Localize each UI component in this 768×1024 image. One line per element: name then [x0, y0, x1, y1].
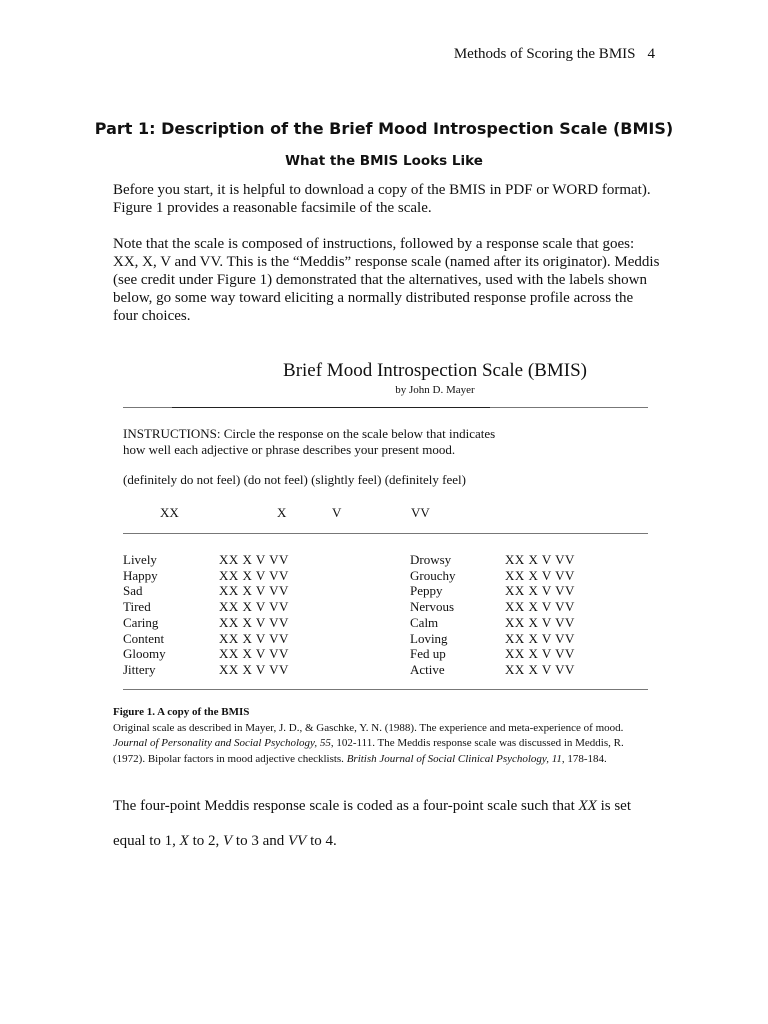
caption-text: , 178-184.: [561, 752, 607, 765]
instructions-line-2: how well each adjective or phrase describes your present mood.: [123, 442, 456, 457]
instructions-line-1: INSTRUCTIONS: Circle the response on the scale below that indicates: [123, 426, 496, 441]
adjective: Lively: [123, 552, 157, 567]
paragraph-coding-cont: [113, 833, 661, 850]
adjective: Caring: [123, 614, 159, 630]
adjective: Fed up: [410, 646, 446, 662]
adjective: Gloomy: [123, 646, 166, 662]
response-options: XX X V VV: [505, 661, 575, 677]
right-adjective-list: [410, 552, 456, 678]
response-options: XX X V VV: [505, 583, 575, 599]
code-term: XX: [578, 798, 597, 814]
response-options: XX X V VV: [505, 646, 575, 662]
caption-text: , 102-111. The Meddis response scale was discussed in Meddis, R.: [330, 737, 624, 749]
figure-bottom-rule: [123, 689, 648, 690]
figure-top-rule-thick: [172, 407, 490, 408]
adjective: Active: [410, 661, 445, 677]
adjective: Sad: [123, 583, 143, 599]
adjective: Loving: [410, 630, 448, 646]
scale-key-x: X: [277, 505, 287, 520]
caption-line: [113, 752, 661, 768]
bmis-figure: [120, 355, 655, 695]
caption-line: [113, 736, 661, 752]
adjective: Content: [123, 630, 165, 646]
caption-text: Original scale as described in Mayer, J. D., & Gaschke, Y. N. (1988). The experience and meta-experience of mood.: [113, 721, 624, 734]
right-response-list: [505, 552, 575, 678]
journal-name: British Journal of Social Clinical Psychology, 11: [346, 752, 562, 765]
code-term: V: [223, 833, 233, 849]
text-run: equal to 1,: [113, 833, 180, 849]
running-title: Methods of Scoring the BMIS: [453, 46, 636, 62]
left-response-list: [219, 552, 289, 678]
section-title: What the BMIS Looks Like: [285, 153, 483, 169]
left-adjective-list: [123, 552, 166, 678]
response-options: XX X V VV: [505, 552, 575, 567]
adjective: Drowsy: [410, 552, 452, 567]
response-options: XX X V VV: [505, 567, 575, 583]
caption-title: Figure 1. A copy of the BMIS: [113, 706, 250, 718]
text-run: is set: [596, 798, 632, 814]
paragraph-intro: Before you start, it is helpful to download a copy of the BMIS in PDF or WORD format). Figure 1 provides a reasonable facsimile of the scale.: [113, 182, 651, 216]
paragraph-coding: [113, 798, 661, 815]
code-term: X: [179, 833, 189, 849]
scale-key-xx: XX: [160, 505, 179, 520]
text-run: to 3 and: [232, 833, 288, 849]
adjective: Peppy: [410, 583, 443, 599]
adjective: Grouchy: [410, 567, 456, 583]
paragraph-scale-note: Note that the scale is composed of instructions, followed by a response scale that goes: XX, X, V and VV. This is the “Meddis” response scale (named after its originator). Meddis (see credit under Figure 1) demonstrated that the alternatives, used with the labels shown below, go some way toward eliciting a normally distributed response profile across the four choices.: [113, 236, 660, 324]
figure-author: by John D. Mayer: [395, 384, 475, 396]
figure-instructions: [123, 426, 583, 458]
response-labels: (definitely do not feel) (do not feel) (slightly feel) (definitely feel): [123, 472, 466, 487]
journal-name: Journal of Personality and Social Psychology, 55: [113, 737, 331, 749]
code-term: VV: [288, 833, 307, 849]
response-options: XX X V VV: [219, 583, 289, 599]
figure-caption: [113, 705, 661, 767]
response-options: XX X V VV: [505, 599, 575, 615]
response-options: XX X V VV: [219, 646, 289, 662]
text-run: to 2,: [188, 833, 223, 849]
running-head: [454, 46, 655, 63]
text-run: to 4.: [306, 833, 337, 849]
scale-key-vv: VV: [411, 505, 430, 520]
response-options: XX X V VV: [219, 614, 289, 630]
text-run: The four-point Meddis response scale is coded as a four-point scale such that: [113, 798, 579, 814]
figure-middle-rule: [123, 533, 648, 534]
response-options: XX X V VV: [219, 661, 289, 677]
adjective: Tired: [123, 599, 151, 615]
page-number: 4: [647, 46, 655, 62]
response-options: XX X V VV: [219, 567, 289, 583]
adjective: Jittery: [123, 661, 156, 677]
adjective: Nervous: [410, 599, 455, 615]
response-options: XX X V VV: [219, 630, 289, 646]
scale-key-v: V: [332, 505, 342, 520]
response-options: XX X V VV: [505, 630, 575, 646]
caption-line: [113, 721, 661, 737]
part-title: Part 1: Description of the Brief Mood Introspection Scale (BMIS): [94, 119, 674, 138]
figure-title: Brief Mood Introspection Scale (BMIS): [283, 360, 587, 381]
adjective: Calm: [410, 614, 439, 630]
response-options: XX X V VV: [219, 552, 289, 567]
adjective: Happy: [123, 567, 158, 583]
caption-text: (1972). Bipolar factors in mood adjective checklists.: [113, 752, 347, 765]
response-options: XX X V VV: [219, 599, 289, 615]
response-options: XX X V VV: [505, 614, 575, 630]
